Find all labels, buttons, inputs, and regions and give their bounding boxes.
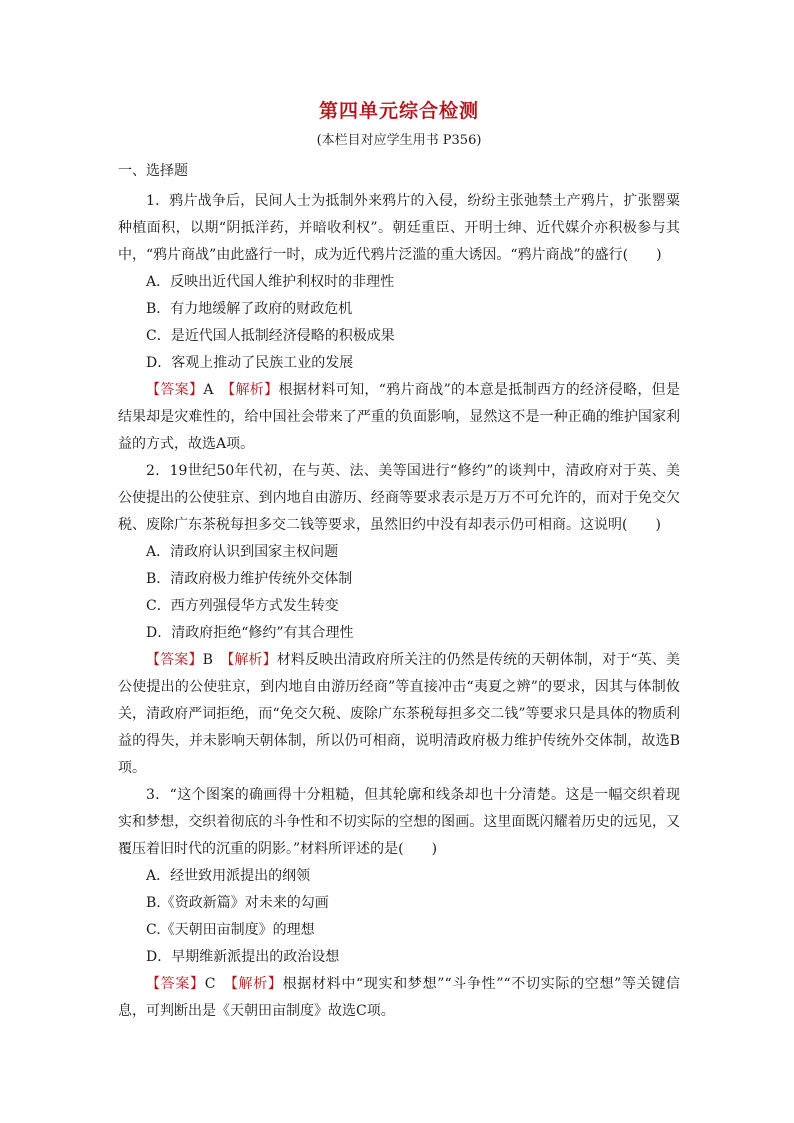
question-stem: 3．“这个图案的确画得十分粗糙，但其轮廓和线条却也十分清楚。这是一幅交织着现实和梦想，交织着彻底的斗争性和不切实际的空想的图画。这里面既闪耀着历史的远见，又覆压着旧时代的沉重的阴影。”材料所评述的是( ) [118,787,680,857]
answer-block [118,647,680,782]
answer-label: 【答案】 [146,382,204,398]
answer-block [118,377,680,458]
page-subtitle: (本栏目对应学生用书 P356) [316,133,482,148]
option-d: D．清政府拒绝“修约”有其合理性 [146,625,354,641]
question-1 [118,188,680,458]
option-b: B.《资政新篇》对未来的勾画 [146,895,329,911]
option-d: D．早期维新派提出的政治设想 [146,949,340,965]
option-d: D．客观上推动了民族工业的发展 [146,355,354,371]
option-b: B．有力地缓解了政府的财政危机 [146,301,353,317]
question-3 [118,782,680,1025]
section-title: 一、选择题 [118,163,188,179]
analysis-text: 根据材料中“现实和梦想”“斗争性”“不切实际的空想”等关键信息，可判断出是《天朝田亩制度》故选C项。 [118,976,681,1019]
document-page [118,96,680,1025]
option-b: B．清政府极力维护传统外交体制 [146,571,353,587]
option-c: C.《天朝田亩制度》的理想 [146,922,315,938]
analysis-label: 【解析】 [230,976,283,992]
question-2 [118,458,680,782]
answer-value: C [204,976,216,992]
answer-label: 【答案】 [146,976,205,992]
page-title: 第四单元综合检测 [318,100,479,122]
question-stem: 2．19世纪50年代初，在与英、法、美等国进行“修约”的谈判中，清政府对于英、美公使提出的公使驻京、到内地自由游历、经商等要求表示是万万不可允许的，而对于免交欠税、废除广东茶税每担多交二钱等要求，虽然旧约中没有却表示仍可相商。这说明( ) [118,463,680,533]
question-stem: 1．鸦片战争后，民间人士为抵制外来鸦片的入侵，纷纷主张弛禁土产鸦片，扩张罂粟种植面积，以期“阴抵洋药，并暗收利权”。朝廷重臣、开明士绅、近代媒介亦积极参与其中，“鸦片商战”由此盛行一时，成为近代鸦片泛滥的重大诱因。“鸦片商战”的盛行( ) [118,193,680,263]
option-a: A．清政府认识到国家主权问题 [146,544,339,560]
analysis-text: 根据材料可知，“鸦片商战”的本意是抵制西方的经济侵略，但是结果却是灾难性的，给中国社会带来了严重的负面影响，显然这不是一种正确的维护国家利益的方式，故选A项。 [118,382,681,452]
analysis-text: 材料反映出清政府所关注的仍然是传统的天朝体制，对于“英、美公使提出的公使驻京，到内地自由游历经商”等直接冲击“夷夏之辨”的要求，因其与体制攸关，清政府严词拒绝，而“免交欠税、废除广东茶税每担多交二钱”等要求只是具体的物质利益的得失，并未影响天朝体制，所以仍可相商，说明清政府极力维护传统外交体制，故选B项。 [118,652,681,776]
answer-block [118,971,680,1025]
analysis-label: 【解析】 [228,382,279,398]
option-c: C．西方列强侵华方式发生转变 [146,598,339,614]
analysis-label: 【解析】 [227,652,277,668]
answer-value: A [203,382,214,398]
option-c: C．是近代国人抵制经济侵略的积极成果 [146,328,395,344]
option-a: A．反映出近代国人维护利权时的非理性 [146,274,395,290]
answer-value: B [202,652,213,668]
answer-label: 【答案】 [146,652,203,668]
option-a: A．经世致用派提出的纲领 [146,868,311,884]
